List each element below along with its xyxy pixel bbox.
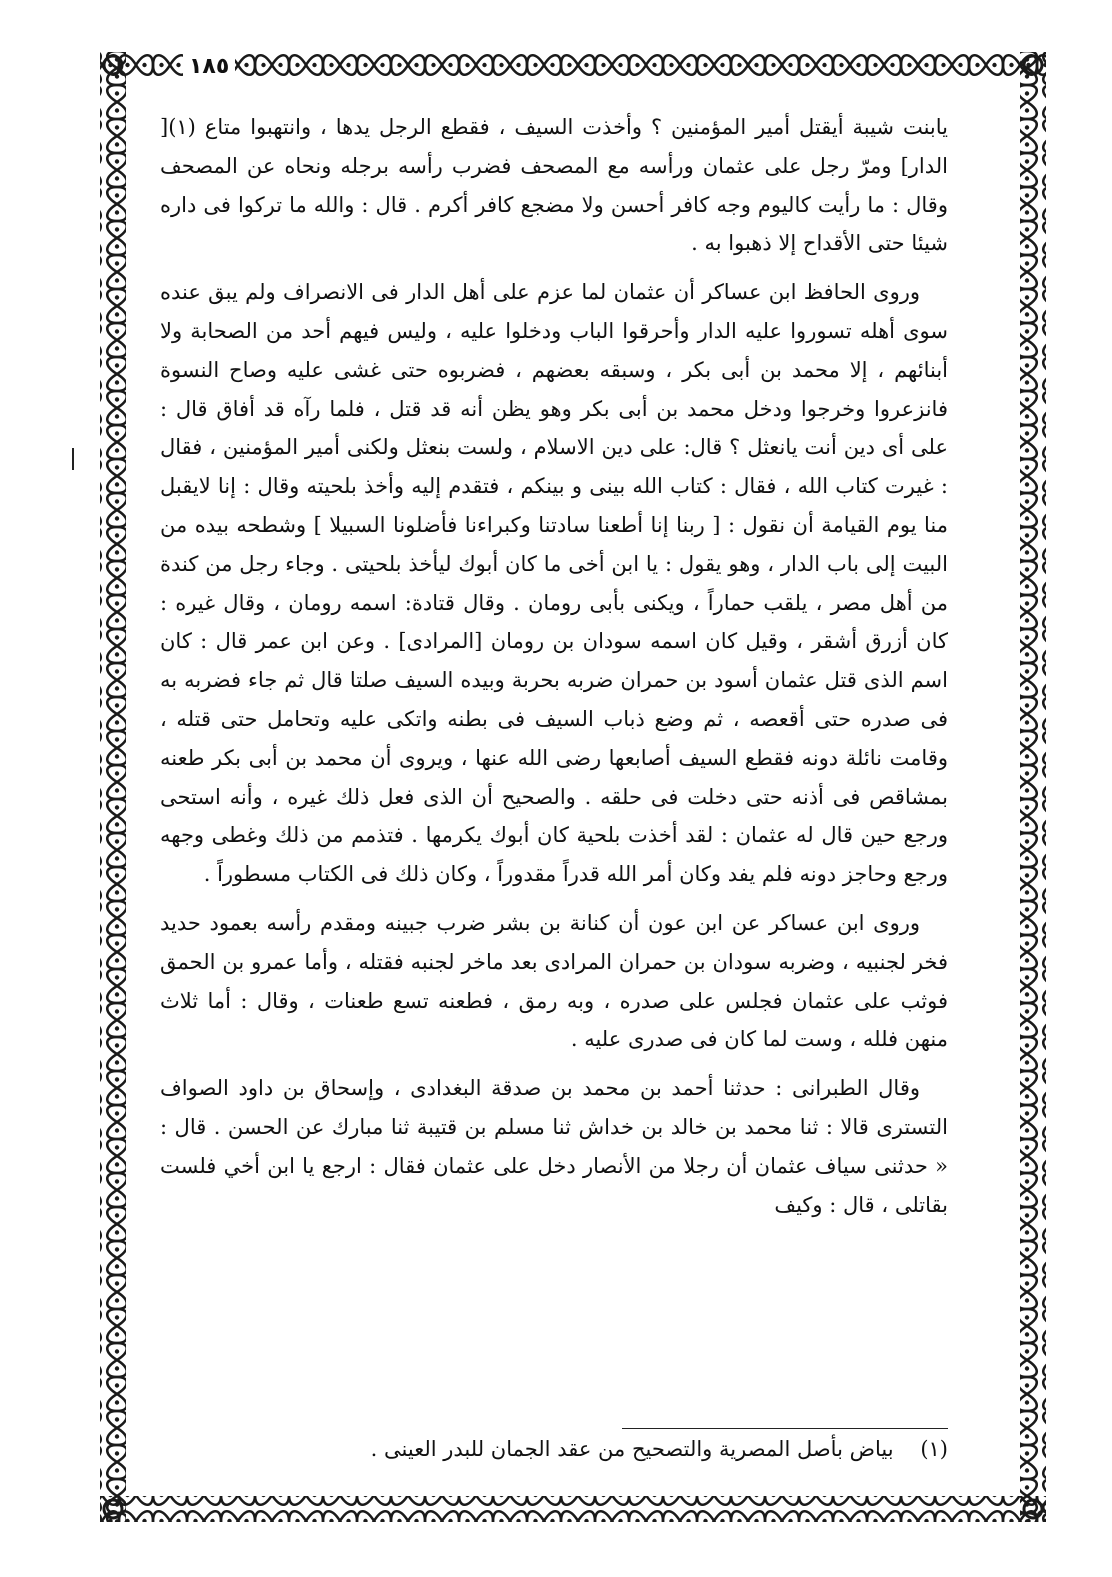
margin-mark (72, 448, 74, 470)
footnote (300, 1432, 948, 1466)
footnote-divider (622, 1428, 948, 1429)
page-body (160, 108, 948, 1224)
paragraph: وروى الحافظ ابن عساكر أن عثمان لما عزم على أهل الدار فى الانصراف ولم يبق عنده سوى أهله تسوروا عليه الدار وأحرقوا الباب ودخلوا عليه ، وليس فيهم أحد من الصحابة ولا أبنائهم ، إلا محمد بن أبى بكر ، وسبقه بعضهم ، فضربوه حتى غشى عليه وصاح النسوة فانزعروا وخرجوا ودخل محمد بن أبى بكر وهو يظن أنه قد قتل ، فلما رآه قد أفاق قال : على أى دين أنت يانعثل ؟ قال: على دين الاسلام ، ولست بنعثل ولكنى أمير المؤمنين ، فقال : غيرت كتاب الله ، فقال : كتاب الله بينى و بينكم ، فتقدم إليه وأخذ بلحيته وقال : إنا لايقبل منا يوم القيامة أن نقول : [ ربنا إنا أطعنا سادتنا وكبراءنا فأضلونا السبيلا ] وشطحه بيده من البيت إلى باب الدار ، وهو يقول : يا ابن أخى ما كان أبوك ليأخذ بلحيتى . وجاء رجل من كندة من أهل مصر ، يلقب حماراً ، ويكنى بأبى رومان . وقال قتادة: اسمه رومان ، وقال غيره : كان أزرق أشقر ، وقيل كان اسمه سودان بن رومان [المرادى] . وعن ابن عمر قال : كان اسم الذى قتل عثمان أسود بن حمران ضربه بحربة وبيده السيف صلتا قال ثم جاء فضربه به فى صدره حتى أقعصه ، ثم وضع ذباب السيف فى بطنه واتكى عليه وتحامل حتى قتله ، وقامت نائلة دونه فقطع السيف أصابعها رضى الله عنها ، ويروى أن محمد بن أبى بكر طعنه بمشاقص فى أذنه حتى دخلت فى حلقه . والصحيح أن الذى فعل ذلك غيره ، وأنه استحى ورجع حين قال له عثمان : لقد أخذت بلحية كان أبوك يكرمها . فتذمم من ذلك وغطى وجهه ورجع وحاجز دونه فلم يفد وكان أمر الله قدراً مقدوراً ، وكان ذلك فى الكتاب مسطوراً . (160, 280, 948, 887)
paragraph: وقال الطبرانى : حدثنا أحمد بن محمد بن صدقة البغدادى ، وإسحاق بن داود الصواف التسترى قالا : ثنا محمد بن خالد بن خداش ثنا مسلم بن قتيبة ثنا مبارك عن الحسن . قال : « حدثنى سياف عثمان أن رجلا من الأنصار دخل على عثمان فقال : ارجع يا ابن أخي فلست بقاتلى ، قال : وكيف (160, 1076, 948, 1217)
footnote-text: بياض بأصل المصرية والتصحيح من عقد الجمان للبدر العينى . (370, 1437, 894, 1461)
page-number: ١٨٥ (183, 54, 235, 79)
footnote-marker: (١) (920, 1437, 948, 1461)
paragraph: وروى ابن عساكر عن ابن عون أن كنانة بن بشر ضرب جبينه ومقدم رأسه بعمود حديد فخر لجنبيه ، وضربه سودان بن حمران المرادى بعد ماخر لجنبه فقتله ، وأما عمرو بن الحمق فوثب على عثمان فجلس على صدره ، وبه رمق ، فطعنه تسع طعنات ، وقال : أما ثلاث منهن فلله ، وست لما كان فى صدرى عليه . (160, 910, 948, 1052)
paragraph: يابنت شيبة أيقتل أمير المؤمنين ؟ وأخذت السيف ، فقطع الرجل يدها ، وانتهبوا متاع (١)[ الدار] ومرّ رجل على عثمان ورأسه مع المصحف فضرب رأسه برجله ونحاه عن المصحف وقال : ما رأيت كاليوم وجه كافر أحسن ولا مضجع كافر أكرم . قال : والله ما تركوا فى داره شيئا حتى الأقداح إلا ذهبوا به . (160, 115, 948, 256)
